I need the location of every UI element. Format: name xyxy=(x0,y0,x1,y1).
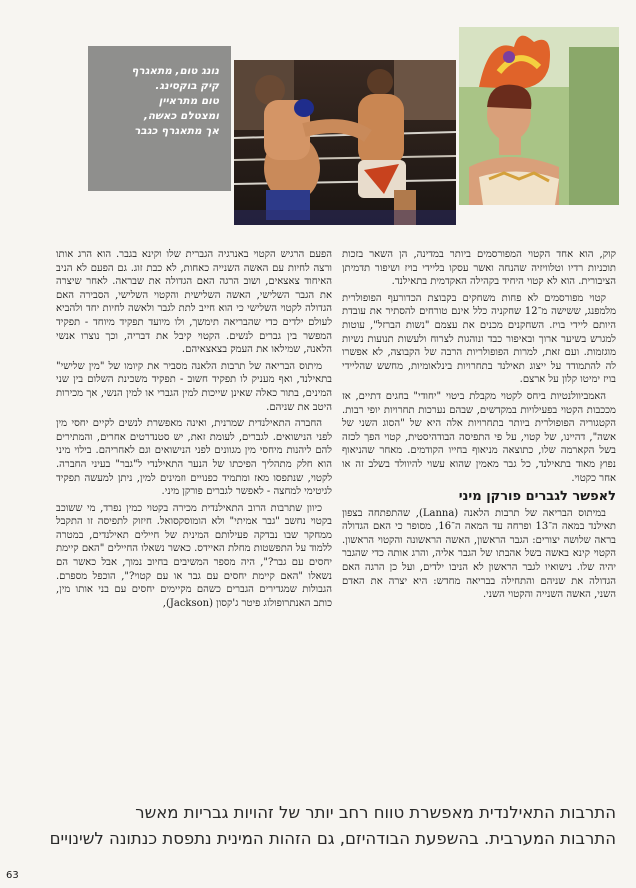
pull-quote xyxy=(20,800,616,852)
article-column-left xyxy=(56,248,332,788)
paragraph: מיתוס הבריאה של תרבות הלאנה מסביר את קיומו של "מין שלישי" בתאילנד, ואף מעניק לו תפקיד חשוב - תפקיד משכינת השלום בין שני המינים, בתור כאלה שאינן שייכות למין הגברי או למין הנשי, אך מכירות היטב את שניהם. xyxy=(56,360,332,413)
section-subheading: לאפשר לגברים פורקן מיני xyxy=(458,489,616,505)
article-column-right xyxy=(342,248,616,788)
caption-line: אך מתאגרף כגבר xyxy=(134,125,219,137)
paragraph: במיתוס הבריאה של תרבות הלאנה (Lanna), שהתפתחה בצפון תאילנד במאה ה־13 ופרחה עד המאה ה־16, מסופר כי האם הגדולה בראה שלושה יצורים: הגבר הראשון, האשה הראשונה והקטוי הראשון. הקטוי קינא באשה בשל אהבתו של הגבר אליה, והרג אותה כדי שהגבר יהיה שלו. נישואיו לגבר הראשון לא הניבו ילדים, ועל כן הרגה האם הגדולה את שניהם והתחילה בבריאה מחדש: היא יצרה את האדם השני, האשה השנייה והקטוי השני. xyxy=(342,507,617,601)
pull-quote-line: התרבות המערבית. בהשפעת הבודהיזם, גם הזהות המינית נתפסת כנתונה לשינויים xyxy=(49,829,616,848)
caption-line: טום מתראיין xyxy=(158,95,219,107)
kickboxing-photo xyxy=(234,60,456,225)
paragraph: כיוון שתרבות הרוב התאילנדית מכירה בקטוי כמין נפרד, מי ששוכב בקטוי נחשב "גבר אמיתי" ולא הומוסקסואל. חיזוק לתפיסה זו התקבל ממחקר שבו נבדקה פעילותם המינית של חיילים תאילנדים, במטרה ללמוד על התפשטות מחלת האיידס. כאשר נשאלו החיילים "האם קיימת יחסים עם גבר?", היה מספר המשיבים בחיוב נמוך, אבל כאשר הם נשאלו "האם קיימת יחסים עם גבר או עם קטוי?", הוכפל מספרם. הגבולות שמגדירים הגברים כשהם מקיימים יחסים עם בני אותו מין, כותב האנתרופולוג פיטר ג'קסון (Jackson), xyxy=(56,502,332,609)
paragraph: קטוי מפורסמים לא פחות משחקים בקבוצת הכדורעף הפופולרית מלמפנג, ששישה מ־12 שחקניה כלל אינם טורחים להסתיר את עובדת היותם ליידי בויז. השחקנים מכנים את עצמם "נשות הברזל", עוטות למגרש בשיער ארוך ובאיפור כבד ונוהגות לצרוח ולעשות תנועות נשיות מוגזמות. ועם זאת, למרות הפופולריות הרבה של הקבוצה, לא אפשרו לה להתמודד על ייצוג תאילנד בתחרויות בינלאומיות, מחשש שהליידי בויז ימיטו קלון על ארצם. xyxy=(342,292,617,386)
paragraph: האמביוולנטיות ביחס לקטוי מקבלת ביטוי "יחודי" בחגים דתיים, אז מככבות הקטוי בפעילויות במקדשים, שבהם נערכות תחרויות יופי רבות. הקטגוריה הפופולרית ביותר בתחרויות אלה היא של "הסוג השני של אשה", דהיינו, של קטוי, על פי התפיסה הבודהיסטית, קטוי הפך לכזה בשל הקארמה שלו, כתוצאה מניאוף בחייו הקודמים. מאחר שהניאוף נפוץ מאוד בתאילנד, כל גבר מאמין שהוא עשוי להיוולד בשלב זה או אחר כקטוי. xyxy=(342,390,616,484)
caption-line: נונג טום, מתאגרף xyxy=(131,65,219,77)
caption-line: קיק בוקסינג. xyxy=(155,80,219,92)
pull-quote-line: התרבות התאילנדית מאפשרת טווח רחב יותר של זהויות גבריות מאשר xyxy=(135,803,616,822)
portrait-photo xyxy=(459,27,619,205)
paragraph: הפעם הרגיש הקטוי באנרגיה הגברית שלו וקינא בגבר. הוא הרג אותו ורצה לחיות עם האשה השנייה כאחות, לא כבת זוג. גם הפעם לא הניב האיחוד צאצאים, ושוב הרגה האם הגדולה את שבראה. לאחר שיצרה את הגבר השלישי, האשה השלישית והקטוי השלישי, הסבירה האם הגדולה לקטוי השלישי כי הוא חייב לתת לגבר ולאשה לחיות יחד ולהביא לעולם ילדים כדי שהבריאה תימשך, ולו מיועד תפקיד מיוחד - תפקיד המפשר בין גברים לנשים. הקטוי קיבל את דבריה, וכך נוצרו אנשי הלאנה, שמילאו את העמק בצאצאיהם. xyxy=(56,249,332,356)
paragraph: החברה התאילנדית שמרנית, ואינה מאפשרת לנשים לקיים יחסי מין לפני הנישואים. לגברים, לעומת זאת, יש סטנדרטים אחרים, והמתירים להם ליהנות מיחסי מין מגוונים לפני הנישואים וגם לאחריהם. בילוי מיני הוא חלק מתהליך הפיכתו של הנער התאילנדי ל"גבר" בעיני החברה. לקטוי, שנתפסו מאז ומתמיד כפנויים וזמינים למין, ניתן למעשה תפקיד לגיטימי למחצה - לאפשר לגברים פורקן מיני. xyxy=(56,418,332,498)
page-number: 63 xyxy=(6,870,19,881)
photo-caption xyxy=(88,46,231,191)
caption-line: ומצטלם כאשה, xyxy=(143,110,219,122)
paragraph: קוק, הוא אחד הקטוי המפורסמים ביותר במדינה, הן השאר בזכות תוכניות רדיו וטלוויזיה שהנחה ואשר עסקו בליידי בויז ושיפור תדמיתן הציבורית. הוא לא קטוי היחיד בקהילה האקדמית בתאילנד. xyxy=(342,249,616,288)
